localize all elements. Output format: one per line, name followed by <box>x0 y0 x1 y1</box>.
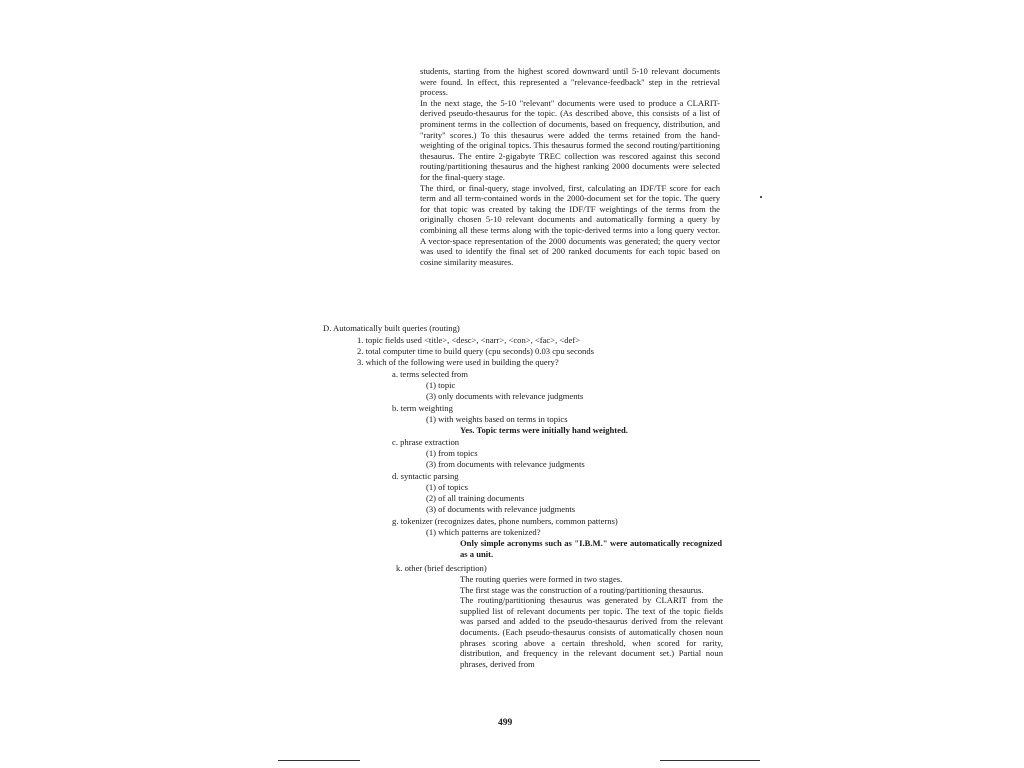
item-g1-note-block <box>460 538 722 559</box>
item-d3: (3) of documents with relevance judgments <box>426 504 576 514</box>
item-k-para-2: The first stage was the construction of a routing/partitioning thesaurus. <box>460 584 704 595</box>
item-c-label: c. phrase extraction <box>392 437 460 447</box>
item-k-para-3: The routing/partitioning thesaurus was generated by CLARIT from the supplied list of relevant documents per topic. The text of the topic fields was parsed and added to the pseudo-thesaurus derived from the relevant documents. (Each pseudo-thesaurus consists of automatically chosen noun phrases scoring above a certain threshold, when scored for rarity, distribution, and frequency in the relevant document set.) Partial noun phrases, derived from <box>460 595 723 669</box>
item-b1-note: Yes. Topic terms were initially hand weighted. <box>460 425 628 435</box>
bottom-rule-right <box>660 760 760 761</box>
item-d2: (2) of all training documents <box>426 493 525 503</box>
item-d1: (1) of topics <box>426 482 469 492</box>
item-a3: (3) only documents with relevance judgments <box>426 391 584 401</box>
top-text-block <box>420 66 720 267</box>
paragraph-final-query: The third, or final-query, stage involved, first, calculating an IDF/TF score for each term and all term-contained words in the 2000-document set for the topic. The query for that topic was created by taking the IDF/TF weightings of the terms from the originally chosen 5-10 relevant documents and automatically forming a query by combining all these terms along with the topic-derived terms into a long query vector. A vector-space representation of the 2000 documents was generated; the query vector was used to identify the final set of 200 ranked documents for each topic based on cosine similarity measures. <box>420 182 720 267</box>
item-c3: (3) from documents with relevance judgments <box>426 459 585 469</box>
item-g1: (1) which patterns are tokenized? <box>426 527 541 537</box>
paragraph-students: students, starting from the highest scored downward until 5-10 relevant documents were found. In effect, this represented a "relevance-feedback" step in the retrieval process. <box>420 66 720 98</box>
item-d-label: d. syntactic parsing <box>392 471 459 481</box>
item-k-text-block <box>460 574 723 669</box>
item-3-question: 3. which of the following were used in building the query? <box>357 357 559 367</box>
item-c1: (1) from topics <box>426 448 478 458</box>
item-2-computer-time: 2. total computer time to build query (cpu seconds) 0.03 cpu seconds <box>357 346 594 356</box>
item-k-label: k. other (brief description) <box>396 563 487 573</box>
item-b-label: b. term weighting <box>392 403 453 413</box>
item-1-topic-fields: 1. topic fields used <title>, <desc>, <narr>, <con>, <fac>, <def> <box>357 335 581 345</box>
page-number: 499 <box>498 718 513 728</box>
item-a1: (1) topic <box>426 380 456 390</box>
item-b1: (1) with weights based on terms in topics <box>426 414 568 424</box>
bottom-rule-left <box>278 760 360 761</box>
item-a-label: a. terms selected from <box>392 369 468 379</box>
section-heading: D. Automatically built queries (routing) <box>323 323 460 333</box>
paragraph-next-stage: In the next stage, the 5-10 "relevant" documents were used to produce a CLARIT-derived pseudo-thesaurus for the topic. (As described above, this consists of a list of prominent terms in the collection of documents, based on frequency, distribution, and "rarity" scores.) To this thesaurus were added the terms retained from the hand-weighting of the original topics. This thesaurus formed the second routing/partitioning thesaurus. The entire 2-gigabyte TREC collection was rescored against this second routing/partitioning thesaurus and the highest ranking 2000 documents were selected for the final-query stage. <box>420 97 720 182</box>
item-g1-note: Only simple acronyms such as "I.B.M." were automatically recognized as a unit. <box>460 538 722 559</box>
item-g-label: g. tokenizer (recognizes dates, phone numbers, common patterns) <box>392 516 618 526</box>
item-k-para-1: The routing queries were formed in two stages. <box>460 574 623 584</box>
scan-speck <box>760 196 762 198</box>
